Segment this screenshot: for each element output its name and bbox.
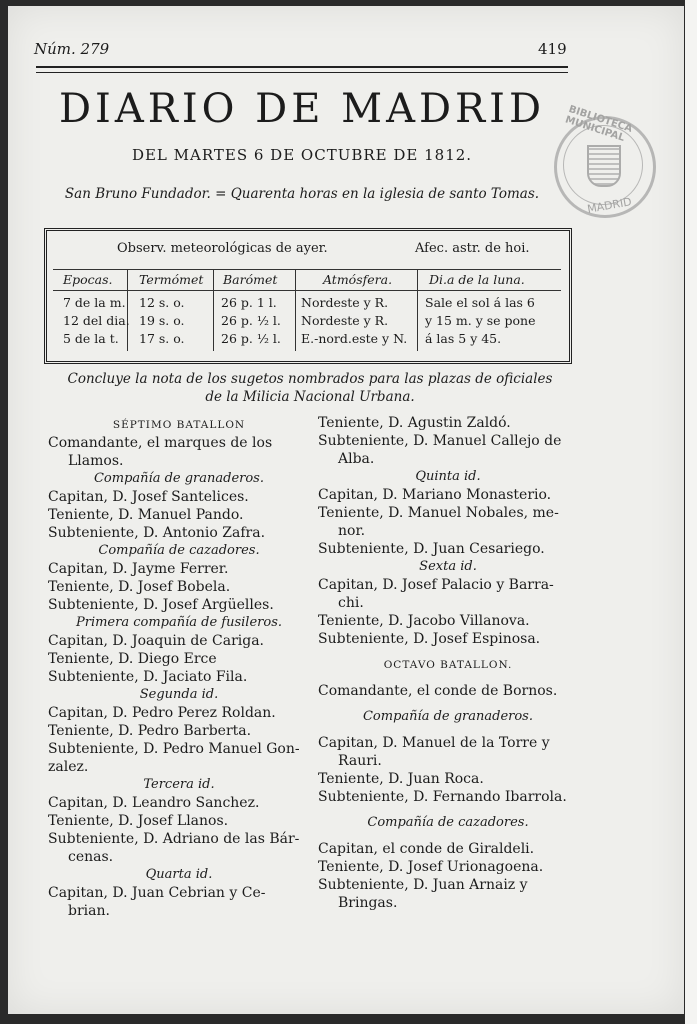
officer-line: Subteniente, D. Josef Argüelles. (48, 597, 274, 613)
officer-line: Teniente, D. Josef Llanos. (48, 813, 229, 829)
cell-astro: Sale el sol á las 6 (425, 295, 535, 310)
cell-termometro: 12 s. o. (139, 295, 185, 310)
officer-line: Capitan, D. Josef Santelices. (48, 489, 249, 505)
library-stamp (554, 103, 656, 218)
officer-line: Capitan, D. Pedro Perez Roldan. (48, 705, 276, 721)
company-heading: Quarta id. (145, 867, 213, 882)
officer-line: Rauri. (338, 753, 382, 769)
officer-line: Teniente, D. Manuel Nobales, me- (318, 505, 559, 521)
weather-row (53, 331, 561, 349)
officer-line: Capitan, D. Joaquin de Cariga. (48, 633, 265, 649)
officer-line: Subteniente, D. Juan Cesariego. (318, 541, 545, 557)
page-edge (685, 0, 697, 1024)
company-heading: Compañía de granaderos. (362, 709, 533, 724)
cell-barometro: 26 p. ½ l. (221, 331, 281, 346)
right-column (318, 414, 578, 912)
article-intro (44, 370, 576, 406)
stamp-text-bottom: MADRID (586, 195, 633, 216)
intro-line: de la Milicia Nacional Urbana. (205, 389, 415, 405)
stamp-text-top: BIBLIOTECA MUNICIPAL (563, 103, 634, 144)
company-heading: Quinta id. (415, 469, 481, 484)
officer-line: Subteniente, D. Fernando Ibarrola. (318, 789, 567, 805)
spacer (318, 674, 578, 682)
officer-line: Teniente, D. Juan Roca. (318, 771, 484, 787)
cell-barometro: 26 p. ½ l. (221, 313, 281, 328)
weather-row (53, 313, 561, 331)
company-heading: Segunda id. (139, 687, 219, 702)
officer-line: Capitan, D. Mariano Monasterio. (318, 487, 552, 503)
officer-line: Subteniente, D. Antonio Zafra. (48, 525, 266, 541)
officer-line: Alba. (338, 451, 375, 467)
spacer (318, 806, 578, 814)
officer-line: Capitan, D. Leandro Sanchez. (48, 795, 260, 811)
battalion-heading: SÉPTIMO BATALLON (112, 419, 246, 431)
cell-epoca: 12 del dia. (63, 313, 130, 328)
masthead-title: DIARIO DE MADRID (58, 86, 546, 132)
saints-of-day: San Bruno Fundador. = Quarenta horas en la iglesia de santo Tomas. (64, 186, 540, 202)
officer-line: Llamos. (68, 453, 124, 469)
officer-line: Teniente, D. Josef Urionagoena. (318, 859, 544, 875)
officer-line: nor. (338, 523, 366, 539)
company-heading: Primera compañía de fusileros. (75, 615, 282, 630)
officer-line: Capitan, el conde de Giraldeli. (318, 841, 535, 857)
cell-atmosfera: Nordeste y R. (301, 295, 389, 310)
col-luna: Di.a de la luna. (429, 272, 525, 287)
officer-line: Subteniente, D. Jaciato Fila. (48, 669, 248, 685)
battalion-heading: OCTAVO BATALLON. (383, 659, 513, 671)
officer-line: Subteniente, D. Pedro Manuel Gon- (48, 741, 300, 757)
weather-columns (53, 269, 561, 291)
spacer (318, 726, 578, 734)
cell-barometro: 26 p. 1 l. (221, 295, 277, 310)
officer-line: Subteniente, D. Juan Arnaiz y (318, 877, 528, 893)
officer-line: Teniente, D. Agustin Zaldó. (318, 415, 511, 431)
cell-epoca: 7 de la m. (63, 295, 126, 310)
officer-line: Capitan, D. Juan Cebrian y Ce- (48, 885, 266, 901)
cell-atmosfera: E.-nord.este y N. (301, 331, 408, 346)
officer-line: Capitan, D. Jayme Ferrer. (48, 561, 229, 577)
officer-line: Teniente, D. Manuel Pando. (48, 507, 244, 523)
weather-heading: Observ. meteorológicas de ayer. (117, 241, 328, 256)
officer-line: Teniente, D. Pedro Barberta. (48, 723, 252, 739)
company-heading: Compañía de granaderos. (93, 471, 264, 486)
officer-line: Teniente, D. Josef Bobela. (48, 579, 231, 595)
page-number: 419 (538, 40, 567, 58)
cell-atmosfera: Nordeste y R. (301, 313, 389, 328)
issue-number: Núm. 279 (34, 40, 110, 58)
officer-line: Teniente, D. Jacobo Villanova. (318, 613, 530, 629)
officer-line: Subteniente, D. Adriano de las Bár- (48, 831, 300, 847)
weather-table (44, 228, 572, 364)
left-column (48, 416, 310, 920)
officer-line: Teniente, D. Diego Erce (48, 651, 217, 667)
spacer (318, 832, 578, 840)
company-heading: Compañía de cazadores. (98, 543, 260, 558)
col-atmosfera: Atmósfera. (323, 272, 393, 287)
intro-line: Concluye la nota de los sugetos nombrados para las plazas de oficiales (67, 371, 553, 387)
cell-epoca: 5 de la t. (63, 331, 119, 346)
weather-row (53, 295, 561, 313)
astro-heading: Afec. astr. de hoi. (415, 241, 530, 256)
officer-line: chi. (338, 595, 364, 611)
officer-line: Capitan, D. Manuel de la Torre y (318, 735, 550, 751)
officer-line: Subteniente, D. Josef Espinosa. (318, 631, 541, 647)
cell-termometro: 17 s. o. (139, 331, 185, 346)
col-epocas: Epocas. (63, 272, 113, 287)
company-heading: Sexta id. (419, 559, 477, 574)
top-rule-thin (36, 72, 568, 73)
officer-line: Subteniente, D. Manuel Callejo de (318, 433, 562, 449)
officer-line: zalez. (48, 759, 89, 775)
col-termometro: Termómet (139, 272, 204, 287)
officer-line: Comandante, el marques de los (48, 435, 273, 451)
officer-line: Capitan, D. Josef Palacio y Barra- (318, 577, 554, 593)
col-barometro: Barómet (223, 272, 278, 287)
spacer (318, 648, 578, 656)
officer-line: Comandante, el conde de Bornos. (318, 683, 558, 699)
officer-line: brian. (68, 903, 110, 919)
cell-astro: á las 5 y 45. (425, 331, 502, 346)
cell-astro: y 15 m. y se pone (425, 313, 536, 328)
coat-of-arms-icon (587, 145, 621, 187)
cell-termometro: 19 s. o. (139, 313, 185, 328)
officer-line: Bringas. (338, 895, 398, 911)
company-heading: Tercera id. (143, 777, 215, 792)
dateline: DEL MARTES 6 DE OCTUBRE DE 1812. (131, 146, 473, 164)
top-rule (36, 66, 568, 68)
company-heading: Compañía de cazadores. (367, 815, 529, 830)
spacer (318, 700, 578, 708)
officer-line: cenas. (68, 849, 114, 865)
